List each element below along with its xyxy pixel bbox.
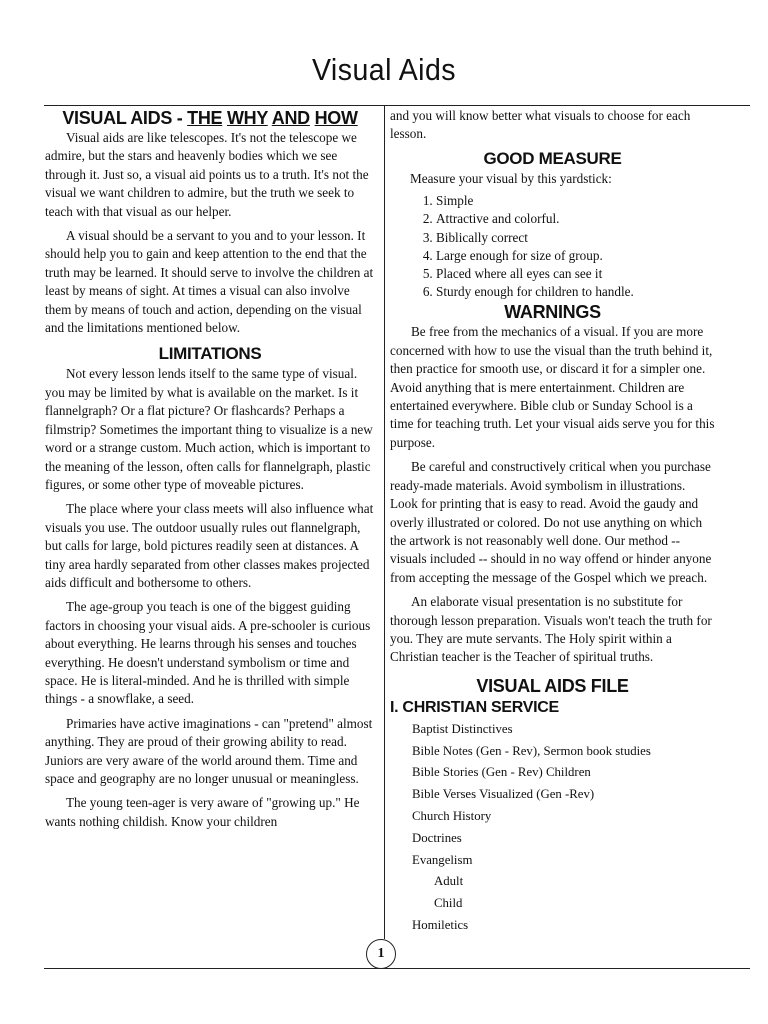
intro-paragraph: A visual should be a servant to you and to your lesson. It should help you to gain and keep attention to the end that the truth may be learned. It should serve to involve the children at least by means of sight. At times a visual can also involve them by means of touch and action, depending on the visual and the limitations mentioned below. [45, 228, 374, 336]
heading-warnings: WARNINGS [504, 302, 601, 323]
page-title: Visual Aids [311, 52, 457, 87]
list-item: Baptist Distinctives [412, 721, 513, 736]
heading-word-why: WHY [226, 108, 268, 128]
left-column [45, 107, 375, 837]
list-item: 1. Simple [436, 192, 715, 210]
visual-aids-file-list [390, 719, 715, 937]
top-rule [44, 105, 750, 106]
list-item: 6. Sturdy enough for children to handle. [436, 283, 715, 301]
heading-limitations: LIMITATIONS [158, 344, 262, 364]
list-item: Bible Verses Visualized (Gen -Rev) [412, 787, 595, 802]
heading-word-and: AND [271, 108, 310, 128]
warnings-paragraph: Be careful and constructively critical when you purchase ready-made materials. Avoid symbolism in illustrations. Look for printing that is easy to read. Avoid the gaudy and overly illustrated or colored. Do not use anything on which the artwork is not reasonably well done. Our method -- visuals included -- should in no way offend or hinder anyone from accepting the message of the Gospel which we preach. [390, 459, 712, 585]
list-item: Doctrines [412, 830, 462, 845]
limitations-paragraph: The place where your class meets will also influence what visuals you use. The outdoor usually rules out flannelgraph, but calls for large, bold pictures readily seen at distances. A tiny area hardly separated from other classes makes projected aids difficult and bothersome to others. [45, 501, 374, 590]
continuation-paragraph: and you will know better what visuals to choose for each lesson. [390, 108, 691, 142]
list-item: Homiletics [412, 917, 469, 932]
list-item: Bible Stories (Gen - Rev) Children [412, 765, 591, 780]
heading-word-how: HOW [314, 108, 358, 128]
limitations-paragraph: Primaries have active imaginations - can "pretend" almost anything. They are proud of their growing ability to read. Juniors are very aware of the world around them. Time and space and geography are no longer unusual or meaningless. [45, 715, 373, 786]
intro-paragraph: Visual aids are like telescopes. It's not the telescope we admire, but the stars and heavenly bodies which we see through it. Just so, a visual aid points us to a truth. It's not the visual we want children to admire, but the truth we seek to teach with that visual as our helper. [45, 130, 369, 219]
right-column [390, 107, 715, 937]
heading-good-measure: GOOD MEASURE [483, 148, 622, 168]
list-item: Evangelism [412, 852, 473, 867]
heading-visual-aids-why-how [45, 107, 375, 129]
heading-prefix: VISUAL AIDS - [62, 108, 188, 128]
good-measure-lead: Measure your visual by this yardstick: [410, 170, 612, 186]
heading-word-the: THE [187, 108, 223, 128]
warnings-paragraph: An elaborate visual presentation is no substitute for thorough lesson preparation. Visuals won't teach the truth for you. They are mute servants. The Holy spirit within a Christian teacher is the Teacher of spiritual truths. [390, 594, 712, 665]
list-item: Church History [412, 808, 492, 823]
list-item: 5. Placed where all eyes can see it [436, 265, 715, 283]
list-sub-item: Adult [434, 874, 464, 889]
column-divider [384, 106, 385, 939]
bottom-rule [44, 968, 750, 969]
heading-visual-aids-file: VISUAL AIDS FILE [476, 675, 629, 696]
page-number-badge: 1 [366, 939, 396, 969]
heading-christian-service: I. CHRISTIAN SERVICE [390, 698, 559, 716]
list-item: 2. Attractive and colorful. [436, 210, 715, 228]
limitations-paragraph: Not every lesson lends itself to the same type of visual. you may be limited by what is available on the market. Is it flannelgraph? Or a flat picture? Or flashcards? Perhaps a filmstrip? Sometimes the important thing to visualize is a new word or a strange custom. Much action, which is important to the meaning of the lesson, often calls for flannelgraph, plastic figures, or some other type of moveable pictures. [45, 366, 373, 492]
warnings-paragraph: Be free from the mechanics of a visual. If you are more concerned with how to use the visual than the truth behind it, then practice for smooth use, or discard it for a simpler one. Avoid anything that is mere entertainment. Children are entertained everywhere. Bible club or Sunday School is a time for teaching truth. Let your visual aids serve you for this purpose. [390, 324, 715, 450]
list-item: 3. Biblically correct [436, 229, 715, 247]
limitations-paragraph: The age-group you teach is one of the biggest guiding factors in choosing your visual aids. A pre-schooler is curious about everything. He learns through his senses and touches everything. He doesn't understand symbolism or time and space. He is literal-minded. And he is thrilled with simple things - a snowflake, a seed. [45, 599, 371, 707]
yardstick-list [390, 192, 715, 301]
list-sub-item: Child [434, 896, 463, 911]
limitations-paragraph: The young teen-ager is very aware of "growing up." He wants nothing childish. Know your children [45, 795, 360, 829]
list-item: Bible Notes (Gen - Rev), Sermon book studies [412, 743, 651, 758]
list-item: 4. Large enough for size of group. [436, 247, 715, 265]
